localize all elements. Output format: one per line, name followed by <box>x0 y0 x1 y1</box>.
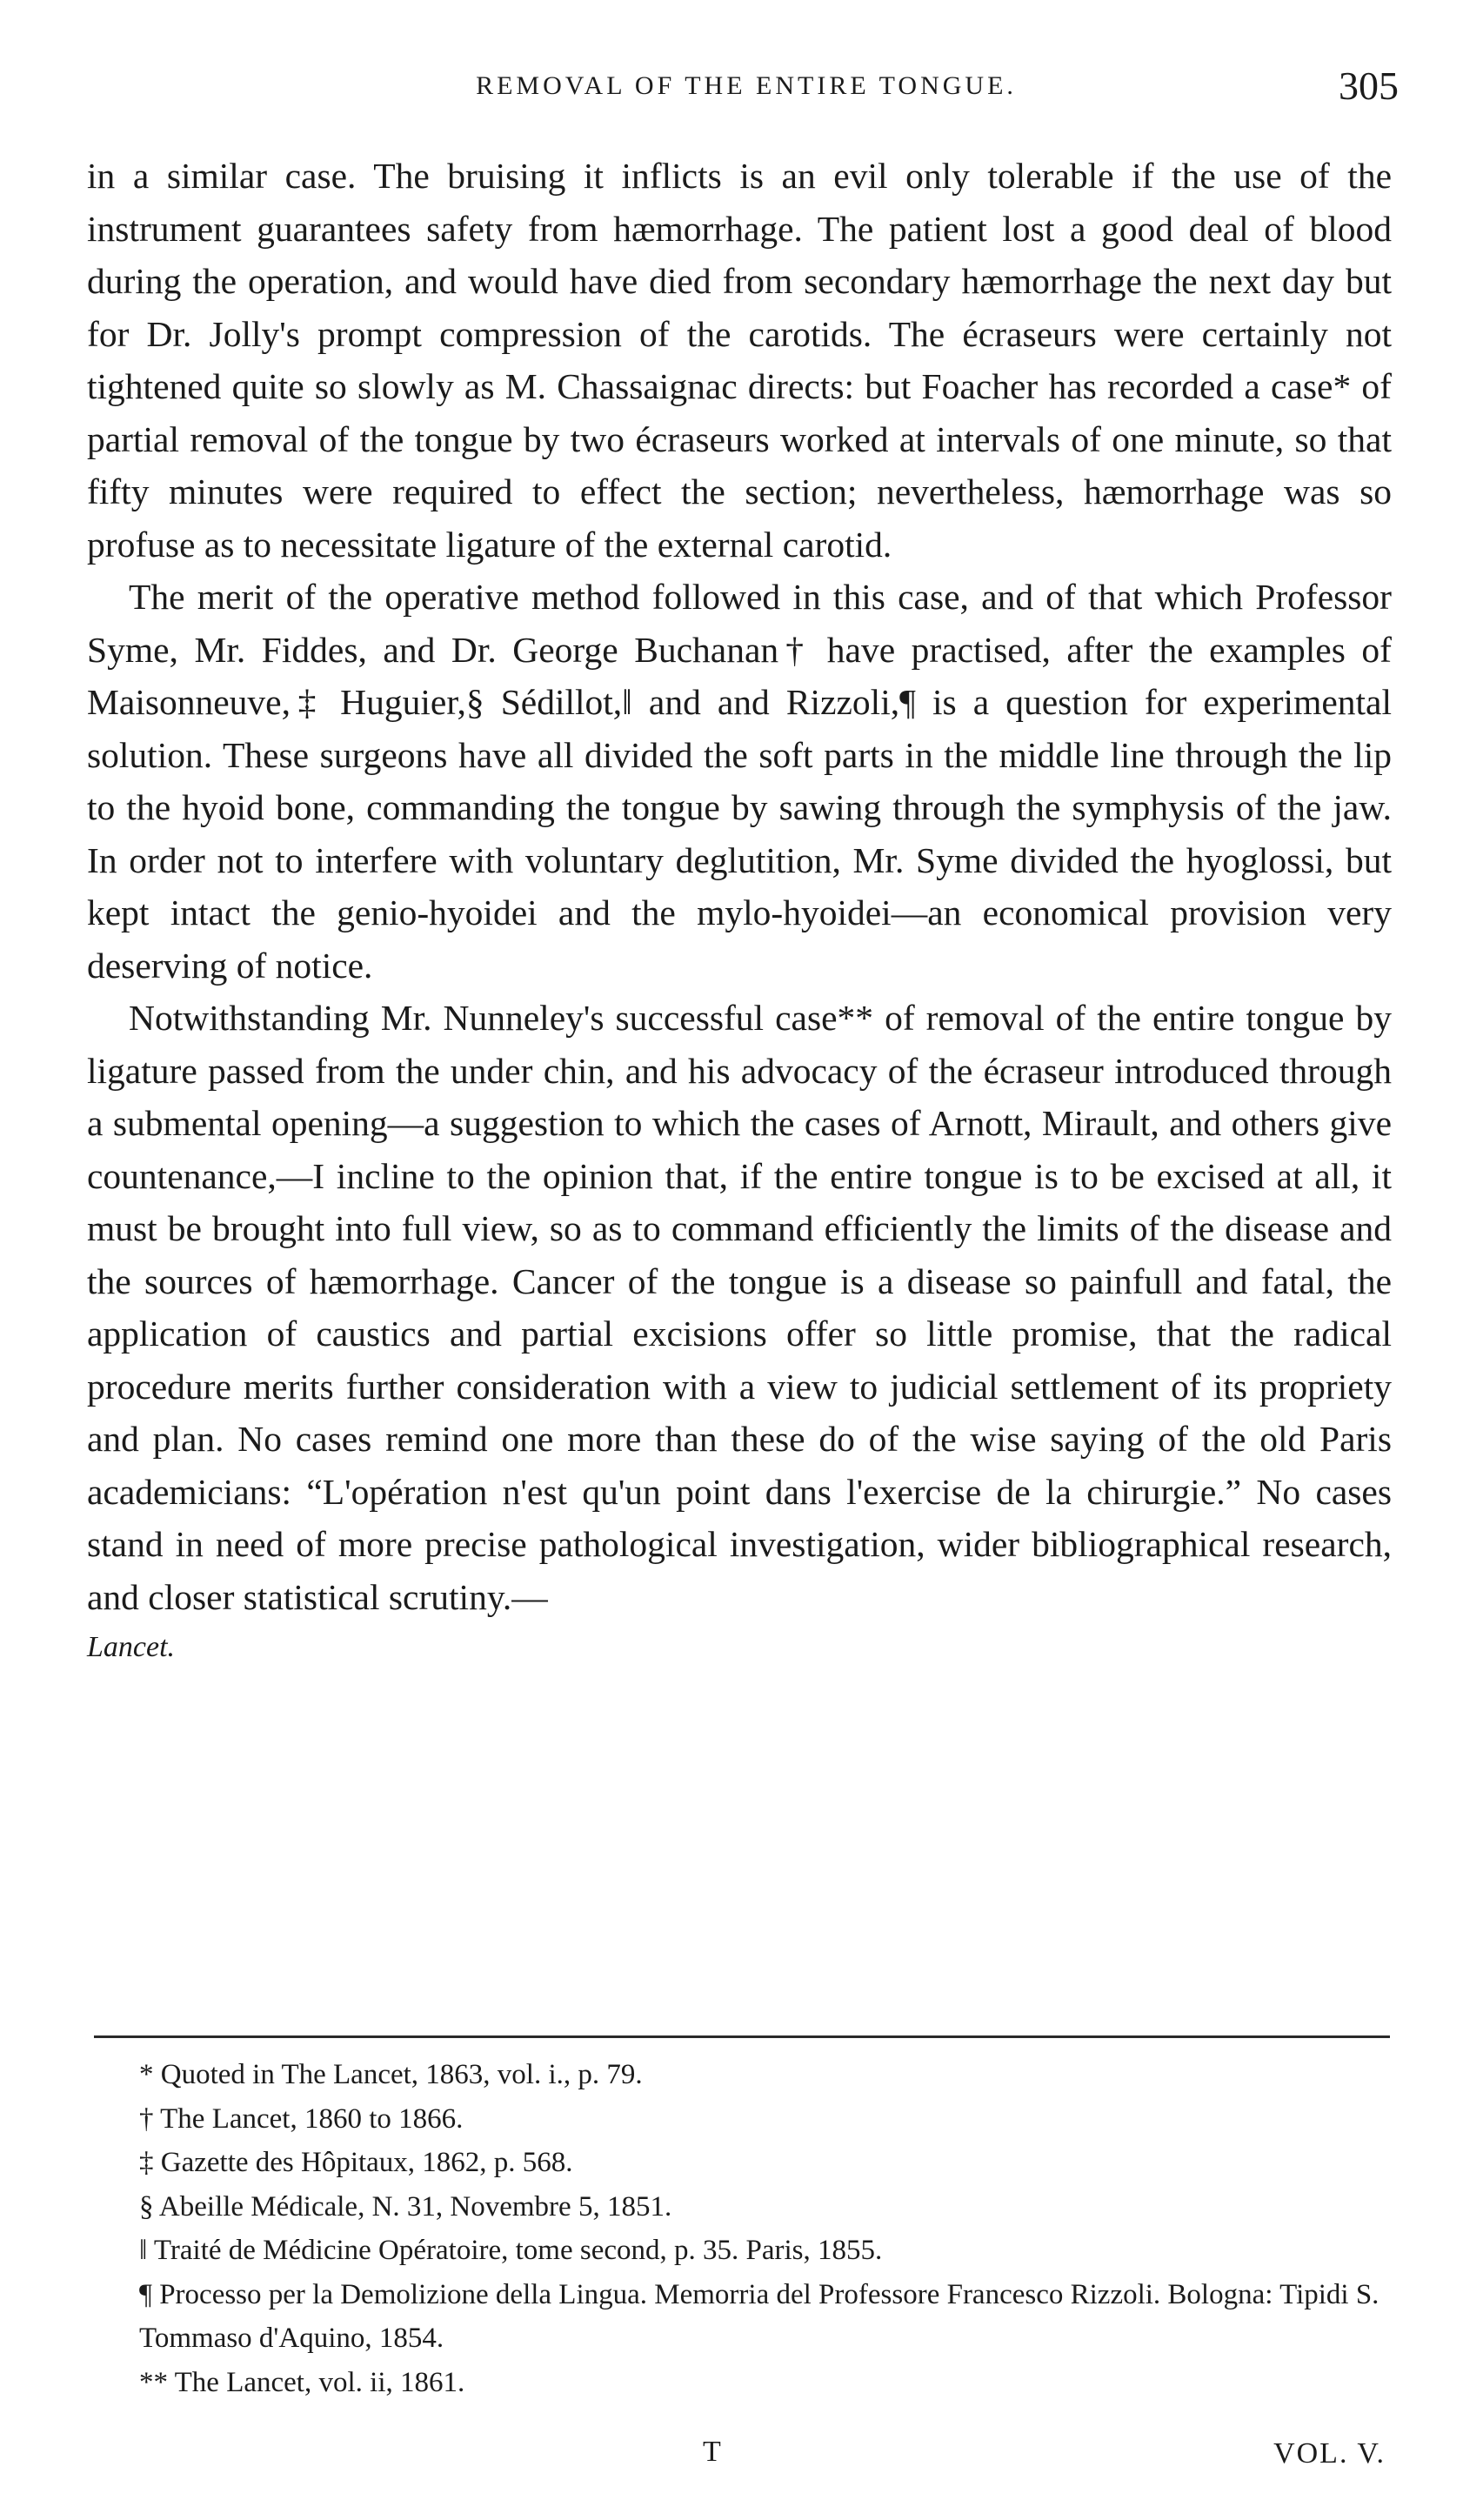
source-signature: Lancet. <box>87 1631 176 1663</box>
footnote-double-asterisk: ** The Lancet, vol. ii, 1861. <box>139 2366 465 2398</box>
printer-signature-mark: T <box>703 2436 721 2468</box>
footnotes <box>139 2053 1392 2404</box>
footnote-dagger: † The Lancet, 1860 to 1866. <box>139 2102 464 2135</box>
paragraph-operative-method: The merit of the operative method followed in this case, and of that which Professor Syme, Mr. Fiddes, and Dr. George Buchanan† have practised, after the examples of Maisonneuve,‡ Huguier,§ Sédillot,‖ and and Rizzoli,¶ is a question for experimental solution. These surgeons have all divided the soft parts in the middle line through the lip to the hyoid bone, commanding the tongue by sawing through the symphysis of the jaw. In order not to interfere with voluntary deglutition, Mr. Syme divided the hyoglossi, but kept intact the genio-hyoidei and the mylo-hyoidei—an economical provision very deserving of notice. <box>87 577 1392 986</box>
footnote-divider <box>94 2035 1390 2038</box>
volume-label: VOL. V. <box>1273 2437 1386 2470</box>
running-title: REMOVAL OF THE ENTIRE TONGUE. <box>476 71 1017 100</box>
page-number: 305 <box>1339 64 1399 108</box>
body-text <box>87 150 1392 1670</box>
footnote-parallel: ‖ Traité de Médicine Opératoire, tome second, p. 35. Paris, 1855. <box>139 2235 883 2266</box>
footnote-asterisk: * Quoted in The Lancet, 1863, vol. i., p. 79. <box>139 2059 643 2090</box>
footnote-double-dagger: ‡ Gazette des Hôpitaux, 1862, p. 568. <box>139 2147 573 2178</box>
running-head <box>94 63 1399 115</box>
paragraph-continued: in a similar case. The bruising it inflicts is an evil only tolerable if the use of the instrument guarantees safety from hæmorrhage. The patient lost a good deal of blood during the operation, and would have died from secondary hæmorrhage the next day but for Dr. Jolly's prompt compression of the carotids. The écraseurs were certainly not tightened quite so slowly as M. Chassaignac directs: but Foacher has recorded a case* of partial removal of the tongue by two écraseurs worked at intervals of one minute, so that fifty minutes were required to effect the section; nevertheless, hæmorrhage was so profuse as to necessitate ligature of the external carotid. <box>87 156 1392 565</box>
paragraph-nunneley-case: Notwithstanding Mr. Nunneley's successful case** of removal of the entire tongue by ligature passed from the under chin, and his advocacy of the écraseur introduced through a submental opening—a suggestion to which the cases of Arnott, Mirault, and others give countenance,—I incline to the opinion that, if the entire tongue is to be excised at all, it must be brought into full view, so as to command efficiently the limits of the disease and the sources of hæmorrhage. Cancer of the tongue is a disease so painfull and fatal, the application of caustics and partial excisions offer so little promise, that the radical procedure merits further consideration with a view to judicial settlement of its propriety and plan. No cases remind one more than these do of the wise saying of the old Paris academicians: “L'opération n'est qu'un point dans l'exercise de la chirurgie.” No cases stand in need of more precise pathological investigation, wider bibliographical research, and closer statistical scrutiny.— <box>87 998 1392 1617</box>
footnote-section: § Abeille Médicale, N. 31, Novembre 5, 1851. <box>139 2190 672 2223</box>
footnote-pilcrow: ¶ Processo per la Demolizione della Lingua. Memorria del Professore Francesco Rizzoli. Bologna: Tipidi S. Tommaso d'Aquino, 1854. <box>139 2278 1379 2354</box>
